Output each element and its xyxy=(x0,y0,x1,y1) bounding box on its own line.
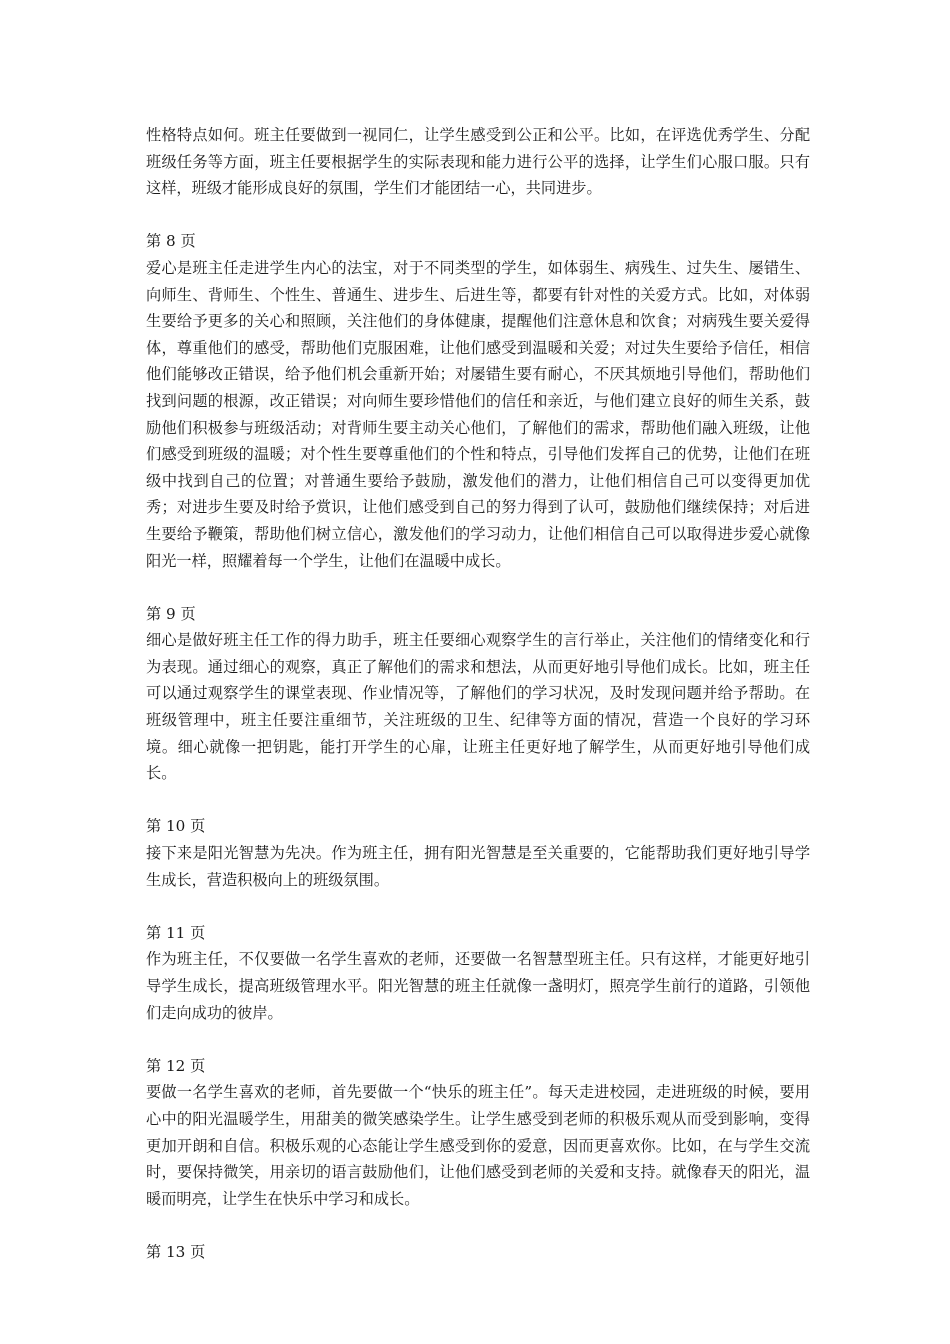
section-paragraph: 爱心是班主任走进学生内心的法宝，对于不同类型的学生，如体弱生、病残生、过失生、屡错生、向师生、背师生、个性生、普通生、进步生、后进生等，都要有针对性的关爱方式。比如，对体弱生要给予更多的关心和照顾，关注他们的身体健康，提醒他们注意休息和饮食；对病残生要关爱得体，尊重他们的感受，帮助他们克服困难，让他们感受到温暖和关爱；对过失生要给予信任，相信他们能够改正错误，给予他们机会重新开始；对屡错生要有耐心，不厌其烦地引导他们，帮助他们找到问题的根源，改正错误；对向师生要珍惜他们的信任和亲近，与他们建立良好的师生关系，鼓励他们积极参与班级活动；对背师生要主动关心他们，了解他们的需求，帮助他们融入班级，让他们感受到班级的温暖；对个性生要尊重他们的个性和特点，引导他们发挥自己的优势，让他们在班级中找到自己的位置；对普通生要给予鼓励，激发他们的潜力，让他们相信自己可以变得更加优秀；对进步生要及时给予赏识，让他们感受到自己的努力得到了认可，鼓励他们继续保持；对后进生要给予鞭策，帮助他们树立信心，激发他们的学习动力，让他们相信自己可以取得进步爱心就像阳光一样，照耀着每一个学生，让他们在温暖中成长。 xyxy=(146,258,810,570)
section-heading: 第 9 页 xyxy=(146,604,196,623)
document-page xyxy=(146,122,810,1266)
section-paragraph: 作为班主任，不仅要做一名学生喜欢的老师，还要做一名智慧型班主任。只有这样，才能更好地引导学生成长，提高班级管理水平。阳光智慧的班主任就像一盏明灯，照亮学生前行的道路，引领他们走向成功的彼岸。 xyxy=(146,950,810,1022)
section-heading: 第 11 页 xyxy=(146,923,206,942)
section-heading: 第 10 页 xyxy=(146,817,206,836)
section-page-13 xyxy=(146,1239,810,1266)
section-page-12 xyxy=(146,1053,810,1213)
section-page-10 xyxy=(146,813,810,893)
section-heading: 第 8 页 xyxy=(146,232,196,251)
section-paragraph: 接下来是阳光智慧为先决。作为班主任，拥有阳光智慧是至关重要的，它能帮助我们更好地引导学生成长，营造积极向上的班级氛围。 xyxy=(146,844,810,889)
section-heading: 第 12 页 xyxy=(146,1056,206,1075)
section-paragraph: 要做一名学生喜欢的老师，首先要做一个“快乐的班主任”。每天走进校园，走进班级的时候，要用心中的阳光温暖学生，用甜美的微笑感染学生。让学生感受到老师的积极乐观从而受到影响，变得更加开朗和自信。积极乐观的心态能让学生感受到你的爱意，因而更喜欢你。比如，在与学生交流时，要保持微笑，用亲切的语言鼓励他们，让他们感受到老师的关爱和支持。就像春天的阳光，温暖而明亮，让学生在快乐中学习和成长。 xyxy=(146,1083,810,1208)
section-page-8 xyxy=(146,228,810,574)
section-page-9 xyxy=(146,601,810,787)
section-page-11 xyxy=(146,920,810,1026)
section-heading: 第 13 页 xyxy=(146,1242,206,1261)
intro-paragraph: 性格特点如何。班主任要做到一视同仁，让学生感受到公正和公平。比如，在评选优秀学生、分配班级任务等方面，班主任要根据学生的实际表现和能力进行公平的选择，让学生们心服口服。只有这样，班级才能形成良好的氛围，学生们才能团结一心，共同进步。 xyxy=(146,126,810,198)
section-paragraph: 细心是做好班主任工作的得力助手，班主任要细心观察学生的言行举止，关注他们的情绪变化和行为表现。通过细心的观察，真正了解他们的需求和想法，从而更好地引导他们成长。比如，班主任可以通过观察学生的课堂表现、作业情况等，了解他们的学习状况，及时发现问题并给予帮助。在班级管理中，班主任要注重细节，关注班级的卫生、纪律等方面的情况，营造一个良好的学习环境。细心就像一把钥匙，能打开学生的心扉，让班主任更好地了解学生，从而更好地引导他们成长。 xyxy=(146,631,810,783)
